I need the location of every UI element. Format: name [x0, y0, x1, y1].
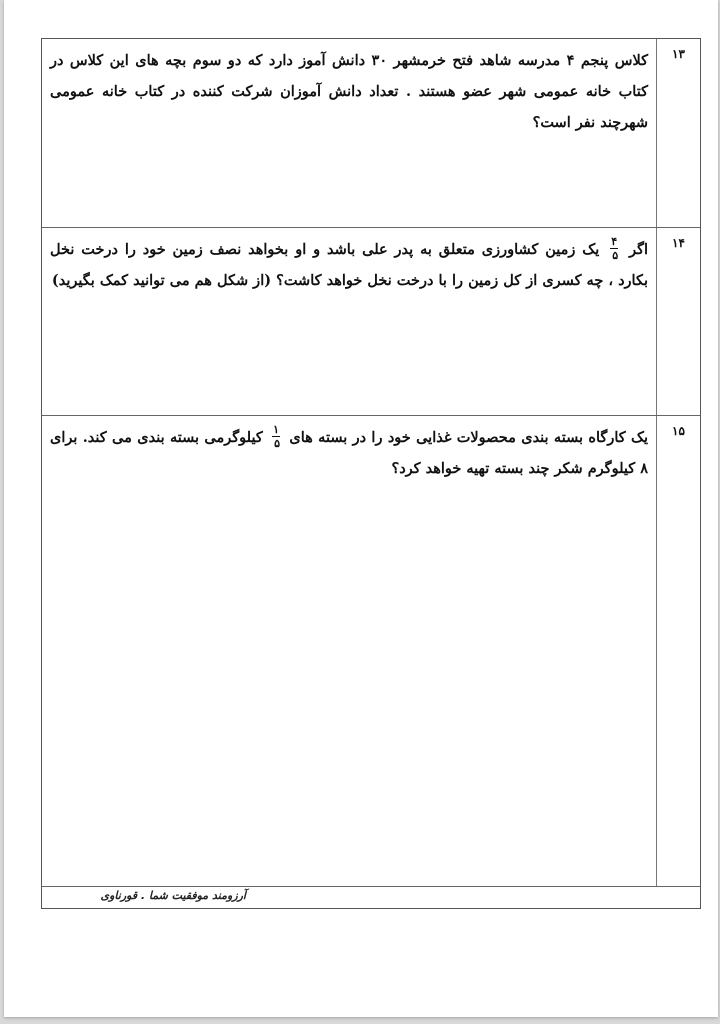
footer-signature: آرزومند موفقیت شما . قورناوی	[100, 889, 246, 902]
question-number: ۱۵	[656, 416, 700, 886]
question-prefix: یک کارگاه بسته بندی محصولات غذایی خود را در بسته های	[289, 429, 649, 446]
question-row-13	[42, 39, 700, 228]
question-text-cell	[42, 416, 656, 886]
footer-row	[42, 886, 700, 908]
fraction	[610, 236, 618, 261]
question-row-15	[42, 416, 700, 887]
question-text-cell	[42, 228, 656, 415]
question-text-cell	[42, 39, 656, 227]
fraction-denominator: ۵	[274, 436, 281, 450]
question-row-14	[42, 228, 700, 416]
fraction	[272, 424, 280, 449]
question-text: کلاس پنجم ۴ مدرسه شاهد فتح خرمشهر ۳۰ دانش آموز دارد که دو سوم بچه های این کلاس در کتاب خانه عمومی شهر عضو هستند . تعداد دانش آموزان شرکت کننده در کتاب خانه عمومی شهرچند نفر است؟	[50, 52, 648, 131]
question-prefix: اگر	[629, 241, 648, 258]
fraction-numerator: ۱	[273, 422, 280, 436]
exam-questions-table	[41, 38, 701, 909]
fraction-numerator: ۴	[611, 234, 618, 248]
question-text: کیلوگرمی بسته بندی می کند. برای ۸ کیلوگرم شکر چند بسته تهیه خواهد کرد؟	[50, 429, 648, 477]
question-number: ۱۴	[656, 228, 700, 415]
question-text: یک زمین کشاورزی متعلق به پدر علی باشد و او بخواهد نصف زمین خود را درخت نخل بکارد ، چه کسری از کل زمین را با درخت نخل خواهد کاشت؟ (از شکل هم می توانید کمک بگیرید)	[50, 241, 648, 289]
document-page	[4, 0, 718, 1017]
fraction-denominator: ۵	[612, 248, 619, 262]
question-number: ۱۳	[656, 39, 700, 227]
